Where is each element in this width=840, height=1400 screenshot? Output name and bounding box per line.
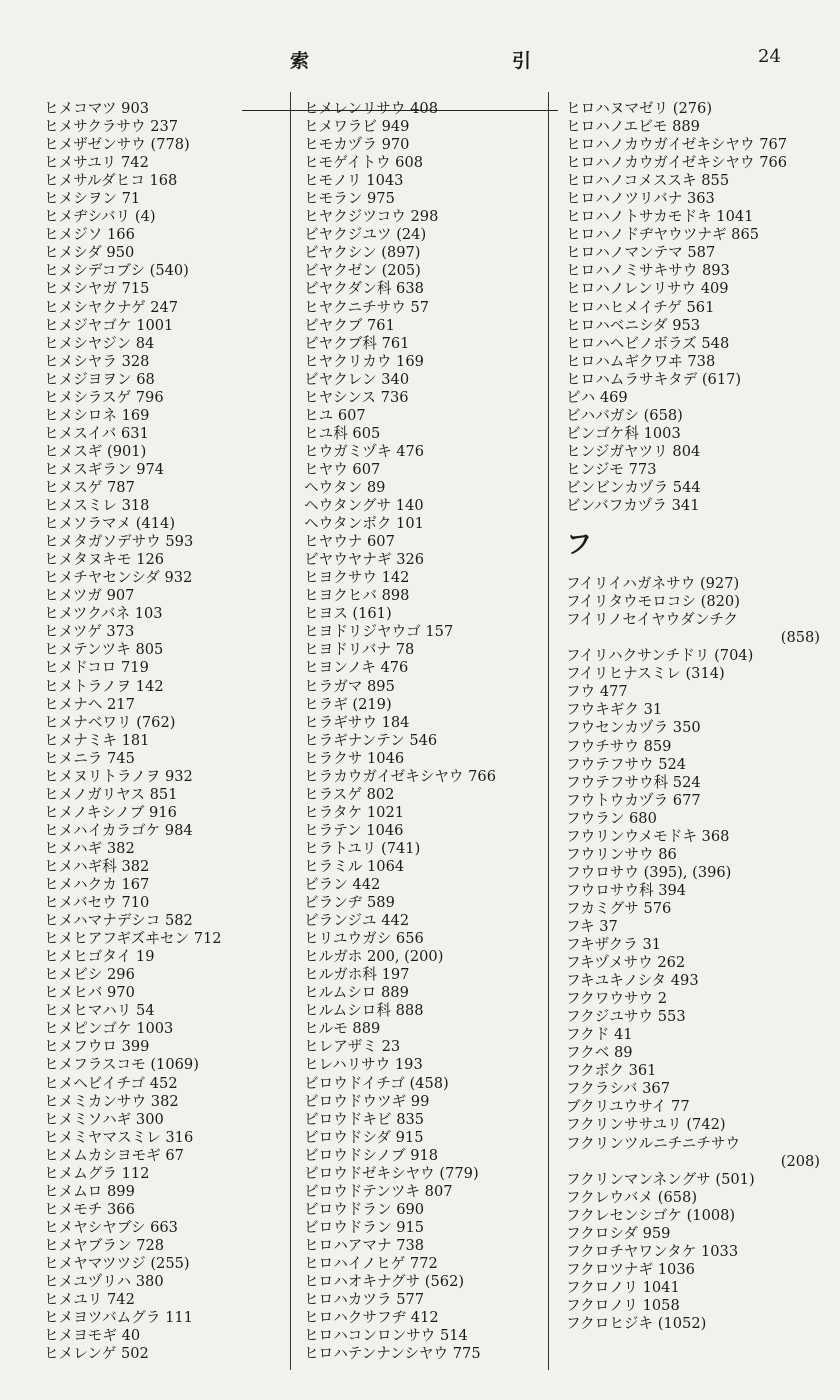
index-entry: ヒロハベニシダ 953 bbox=[566, 316, 701, 334]
index-entry: ビラン 442 bbox=[304, 876, 381, 894]
index-entry: フクリンマンネングサ (501) bbox=[566, 1170, 755, 1188]
index-entry: ヒヤウナ 607 bbox=[304, 533, 395, 551]
index-entry: ヒラガマ 895 bbox=[304, 677, 395, 695]
index-entry: ヒヨクヒバ 898 bbox=[304, 587, 410, 605]
index-entry: ヒメワラビ 949 bbox=[304, 118, 410, 136]
index-entry: ヒメスギ (901) bbox=[44, 442, 147, 460]
index-entry: ヒメタガソデサウ 593 bbox=[44, 533, 194, 551]
index-entry: ビンビンカヅラ 544 bbox=[566, 478, 701, 496]
section-heading-fu: フ bbox=[566, 530, 593, 561]
index-entry: ヒルムシロ科 888 bbox=[304, 1002, 424, 1020]
header-title-right: 引 bbox=[512, 50, 532, 72]
index-entry: ヒメツクバネ 103 bbox=[44, 605, 163, 623]
index-entry: フキザクラ 31 bbox=[566, 936, 662, 954]
index-entry: ヒヤクリカウ 169 bbox=[304, 352, 424, 370]
index-entry: ビランジユ 442 bbox=[304, 912, 410, 930]
index-entry: ヒメジヤゴケ 1001 bbox=[44, 316, 174, 334]
index-entry: ヒメシヤガ 715 bbox=[44, 280, 150, 298]
index-entry: フイリノセイヤウダンチク bbox=[566, 611, 739, 629]
index-entry: ヒメジヨヲン 68 bbox=[44, 370, 155, 388]
index-entry: ビロウドラン 915 bbox=[304, 1218, 425, 1236]
index-entry: フキ 37 bbox=[566, 917, 618, 935]
index-entry: ヒロハヌマゼリ (276) bbox=[566, 100, 713, 117]
index-entry: ヒメシヤラ 328 bbox=[44, 352, 150, 370]
index-entry: ヒロハイノヒゲ 772 bbox=[304, 1255, 438, 1272]
index-entry: フクリンツルニチニチサウ bbox=[566, 1134, 741, 1152]
index-entry: フウトウカヅラ 677 bbox=[566, 791, 701, 809]
index-entry: ヒロハノカウガイゼキシヤウ 766 bbox=[566, 154, 788, 172]
index-entry: ヒメモチ 366 bbox=[44, 1200, 135, 1218]
index-entry: ヒメハイカラゴケ 984 bbox=[44, 821, 193, 839]
index-entry: ビロウドシダ 915 bbox=[304, 1128, 424, 1146]
index-entry: フクレセンシゴケ (1008) bbox=[566, 1206, 736, 1224]
index-entry: フクボク 361 bbox=[566, 1062, 657, 1080]
index-entry: ヒロハノカウガイゼキシヤウ 767 bbox=[566, 136, 788, 154]
index-column-3 bbox=[566, 100, 828, 1333]
index-entry: ヒメシラスゲ 796 bbox=[44, 388, 164, 406]
index-column-2 bbox=[304, 100, 562, 1363]
index-entry: ヒメユリ 742 bbox=[44, 1291, 135, 1309]
index-entry: ヒメドコロ 719 bbox=[44, 659, 149, 677]
index-entry: ビハ 469 bbox=[566, 388, 628, 406]
index-entry: フイリタウモロコシ (820) bbox=[566, 593, 740, 611]
index-entry: ヒメサルダヒコ 168 bbox=[44, 172, 178, 190]
index-entry: ビランヂ 589 bbox=[304, 894, 395, 912]
index-entry: ヒンジモ 773 bbox=[566, 460, 657, 478]
index-entry: ヒメヌリトラノヲ 932 bbox=[44, 767, 193, 785]
index-entry: ビハバガシ (658) bbox=[566, 406, 683, 424]
index-entry: ヒメヤマツツジ (255) bbox=[44, 1255, 190, 1272]
index-entry: ビロウドテンツキ 807 bbox=[304, 1182, 453, 1200]
index-entry: ヒラタケ 1021 bbox=[304, 803, 405, 821]
index-entry: ヒラスゲ 802 bbox=[304, 785, 395, 803]
index-entry: ヒヤクジツコウ 298 bbox=[304, 208, 439, 226]
index-entry: ヒメフウロ 399 bbox=[44, 1038, 150, 1056]
index-entry: ヒウガミヅキ 476 bbox=[304, 442, 425, 460]
index-entry: ビヤクダン科 638 bbox=[304, 280, 424, 298]
index-entry: フイリハクサンチドリ (704) bbox=[566, 647, 754, 665]
index-entry: フクリンササユリ (742) bbox=[566, 1116, 726, 1134]
index-entry: ヒラミル 1064 bbox=[304, 857, 405, 875]
index-entry: ヒメヘビイチゴ 452 bbox=[44, 1074, 178, 1092]
index-entry: ヒメサユリ 742 bbox=[44, 154, 149, 172]
index-entry: ヒメミヤマスミレ 316 bbox=[44, 1128, 194, 1146]
index-entry: ヒメシデコブシ (540) bbox=[44, 262, 189, 280]
index-entry: フウリンウメモドキ 368 bbox=[566, 827, 730, 845]
index-entry: ビヤクブ 761 bbox=[304, 316, 395, 334]
index-entry: ヒルガホ科 197 bbox=[304, 966, 410, 984]
index-entry: ヒラテン 1046 bbox=[304, 821, 404, 839]
index-entry: ヒラギナンテン 546 bbox=[304, 731, 438, 749]
index-entry: ヒラトユリ (741) bbox=[304, 839, 421, 857]
index-entry: ヒメナベワリ (762) bbox=[44, 713, 176, 731]
index-entry: フクラシバ 367 bbox=[566, 1080, 671, 1098]
index-entry: フウセンカヅラ 350 bbox=[566, 719, 701, 737]
index-entry: ヒメノキシノブ 916 bbox=[44, 803, 177, 821]
index-entry: ヒロハクサフヂ 412 bbox=[304, 1309, 439, 1327]
index-column-1 bbox=[44, 100, 302, 1363]
index-entry: ビロウドラン 690 bbox=[304, 1200, 425, 1218]
header-title-left: 索 bbox=[290, 50, 310, 72]
index-entry: ヒユ 607 bbox=[304, 406, 366, 424]
index-entry: ヒメムカシヨモギ 67 bbox=[44, 1146, 184, 1164]
index-entry: フクロツナギ 1036 bbox=[566, 1260, 695, 1278]
index-entry: ヒメピンゴケ 1003 bbox=[44, 1020, 174, 1038]
index-entry: ヒメヒマハリ 54 bbox=[44, 1002, 155, 1020]
index-entry: ヒモゲイトウ 608 bbox=[304, 154, 424, 172]
index-entry: ヒンジガヤツリ 804 bbox=[566, 442, 701, 460]
index-entry: ヒロハオキナグサ (562) bbox=[304, 1273, 465, 1291]
index-entry: フイリヒナスミレ (314) bbox=[566, 665, 725, 683]
index-entry: ヒメスミレ 318 bbox=[44, 497, 150, 515]
index-entry: ヒロハノドヂヤウツナギ 865 bbox=[566, 226, 760, 244]
index-entry: ヒヨクサウ 142 bbox=[304, 569, 410, 587]
index-entry: ヒメツガ 907 bbox=[44, 587, 135, 605]
index-entry: ヒメサクラサウ 237 bbox=[44, 118, 179, 136]
index-entry: ヒメトラノヲ 142 bbox=[44, 677, 164, 695]
page-header bbox=[0, 38, 840, 78]
index-entry: ヒロハアマナ 738 bbox=[304, 1236, 425, 1254]
index-entry: ヒメヂシバリ (4) bbox=[44, 208, 156, 226]
index-entry: ブクリユウサイ 77 bbox=[566, 1098, 690, 1116]
index-entry: ビヤクシン (897) bbox=[304, 244, 421, 262]
index-entry: ヒメヤシヤブシ 663 bbox=[44, 1218, 178, 1236]
index-entry: ビロウドシノブ 918 bbox=[304, 1146, 439, 1164]
index-entry: ヒモノリ 1043 bbox=[304, 172, 404, 190]
index-entry: ビロウドイチゴ (458) bbox=[304, 1074, 449, 1092]
index-entry: フウロサウ (395), (396) bbox=[566, 863, 732, 881]
index-entry: フクド 41 bbox=[566, 1026, 633, 1044]
index-entry: フクロシダ 959 bbox=[566, 1224, 671, 1242]
index-entry: ヒラギサウ 184 bbox=[304, 713, 410, 731]
index-entry: ヒメコマツ 903 bbox=[44, 100, 150, 117]
index-entry: ヒユ科 605 bbox=[304, 424, 381, 442]
index-entry: ヒロハカツラ 577 bbox=[304, 1291, 425, 1309]
index-entry: ヒロハノマンテマ 587 bbox=[566, 244, 716, 262]
index-entry: ビヤクジユツ (24) bbox=[304, 226, 427, 244]
index-entry: ヒメヒゴタイ 19 bbox=[44, 948, 155, 966]
index-entry: ヒロハノエビモ 889 bbox=[566, 118, 700, 136]
index-entry: ビロウドキビ 835 bbox=[304, 1110, 425, 1128]
index-entry: ヒメレンゲ 502 bbox=[44, 1345, 149, 1363]
index-entry: ビンゴケ科 1003 bbox=[566, 424, 681, 442]
index-entry: ヒロハヒメイチゲ 561 bbox=[566, 298, 715, 316]
index-entry: ヒヤクニチサウ 57 bbox=[304, 298, 430, 316]
index-entry: ヒメチヤセンシダ 932 bbox=[44, 569, 193, 587]
index-entry: フイリイハガネサウ (927) bbox=[566, 575, 740, 593]
index-entry: ヒメフラスコモ (1069) bbox=[44, 1056, 199, 1074]
index-entry: ヒヨンノキ 476 bbox=[304, 659, 409, 677]
index-entry: ヒメヒアフギズヰセン 712 bbox=[44, 930, 222, 948]
index-entry: ヒメバセウ 710 bbox=[44, 894, 150, 912]
index-entry: フクレウバメ (658) bbox=[566, 1188, 698, 1206]
index-entry: ビヤクレン 340 bbox=[304, 370, 410, 388]
index-entry: ヒモラン 975 bbox=[304, 190, 395, 208]
index-entry: ヒロハコンロンサウ 514 bbox=[304, 1327, 468, 1345]
index-entry: フキヅメサウ 262 bbox=[566, 954, 686, 972]
index-entry: ヒメソラマメ (414) bbox=[44, 515, 176, 533]
index-entry: フウ 477 bbox=[566, 683, 628, 701]
index-entry: ヒメビシ 296 bbox=[44, 966, 135, 984]
index-entry: フウチサウ 859 bbox=[566, 737, 672, 755]
index-entry: ヒヨドリバナ 78 bbox=[304, 641, 415, 659]
index-entry: ヒメハギ 382 bbox=[44, 839, 135, 857]
index-entry: ビロウドゼキシヤウ (779) bbox=[304, 1164, 479, 1182]
index-entry: ヒレハリサウ 193 bbox=[304, 1056, 423, 1074]
index-entry: ヒロハノツリバナ 363 bbox=[566, 190, 715, 208]
index-entry: ヒメムグラ 112 bbox=[44, 1164, 150, 1182]
index-entry: ヒロハノコメススキ 855 bbox=[566, 172, 730, 190]
index-entry: ヒロハムラサキタデ (617) bbox=[566, 370, 742, 388]
index-entry: フクロヒジキ (1052) bbox=[566, 1315, 707, 1332]
index-entry: フウロサウ科 394 bbox=[566, 881, 687, 899]
index-entry: ヒラクサ 1046 bbox=[304, 749, 405, 767]
index-entry: ヒヤシンス 736 bbox=[304, 388, 409, 406]
index-entry: ヒメヤブラン 728 bbox=[44, 1236, 165, 1254]
index-entry: ビンバフカヅラ 341 bbox=[566, 497, 700, 515]
index-entry-continuation: (858) bbox=[780, 629, 820, 647]
index-entry: ヒルモ 889 bbox=[304, 1020, 381, 1038]
index-entry: ヒメハクカ 167 bbox=[44, 876, 150, 894]
index-entry: ヒヨス (161) bbox=[304, 605, 392, 623]
index-entry: ヒメミカンサウ 382 bbox=[44, 1092, 179, 1110]
index-entry: ヒメシダ 950 bbox=[44, 244, 135, 262]
index-entry: ヘウタングサ 140 bbox=[304, 497, 424, 515]
index-entry: ヒメミソハギ 300 bbox=[44, 1110, 164, 1128]
index-entry: ヒメシロネ 169 bbox=[44, 406, 150, 424]
index-entry: ヒメジソ 166 bbox=[44, 226, 135, 244]
index-entry: ヒヤウ 607 bbox=[304, 460, 381, 478]
index-entry: フウテフサウ 524 bbox=[566, 755, 687, 773]
index-entry: フクジユサウ 553 bbox=[566, 1008, 686, 1026]
index-entry: ヒメスイバ 631 bbox=[44, 424, 149, 442]
index-entry: ヒメシヲン 71 bbox=[44, 190, 141, 208]
index-entry: ヒロハノレンリサウ 409 bbox=[566, 280, 729, 298]
index-entry: ヒメヒバ 970 bbox=[44, 984, 135, 1002]
index-entry: フウキギク 31 bbox=[566, 701, 663, 719]
index-entry: ビヤクゼン (205) bbox=[304, 262, 421, 280]
index-entry: フクロノリ 1041 bbox=[566, 1278, 680, 1296]
index-entry: ヒメムロ 899 bbox=[44, 1182, 135, 1200]
index-entry: ヒメハギ科 382 bbox=[44, 857, 150, 875]
index-entry: ヘウタン 89 bbox=[304, 478, 386, 496]
index-entry: ヒメタヌキモ 126 bbox=[44, 551, 165, 569]
index-entry: ヒヨドリジヤウゴ 157 bbox=[304, 623, 454, 641]
index-entry: ヘウタンボク 101 bbox=[304, 515, 424, 533]
index-entry: ヒメツゲ 373 bbox=[44, 623, 135, 641]
index-entry: ヒモカヅラ 970 bbox=[304, 136, 410, 154]
index-entry: ヒメナヘ 217 bbox=[44, 695, 135, 713]
index-entry: ヒメレンリサウ 408 bbox=[304, 100, 438, 117]
index-entry: ヒメテンツキ 805 bbox=[44, 641, 164, 659]
index-entry: ヒメヨモギ 40 bbox=[44, 1327, 141, 1345]
index-entry: ヒメニラ 745 bbox=[44, 749, 135, 767]
index-entry: フカミグサ 576 bbox=[566, 899, 672, 917]
index-entry: ヒラカウガイゼキシヤウ 766 bbox=[304, 767, 497, 785]
index-entry: ヒロハヘビノボラズ 548 bbox=[566, 334, 730, 352]
index-entry: フクロチヤワンタケ 1033 bbox=[566, 1242, 739, 1260]
page-number: 24 bbox=[758, 46, 781, 67]
index-entry: ビヤウヤナギ 326 bbox=[304, 551, 425, 569]
index-entry-continuation: (208) bbox=[780, 1152, 820, 1170]
index-entry: ヒメスギラン 974 bbox=[44, 460, 165, 478]
index-entry: ヒメシヤクナゲ 247 bbox=[44, 298, 179, 316]
index-entry: ヒロハノトサカモドキ 1041 bbox=[566, 208, 754, 226]
index-entry: ヒリユウガシ 656 bbox=[304, 930, 424, 948]
index-entry: ヒレアザミ 23 bbox=[304, 1038, 401, 1056]
index-entry: ヒルガホ 200, (200) bbox=[304, 948, 444, 966]
index-entry: ビヤクブ科 761 bbox=[304, 334, 410, 352]
index-entry: フクワウサウ 2 bbox=[566, 990, 668, 1008]
index-entry: ヒラギ (219) bbox=[304, 695, 392, 713]
index-entry: ヒロハムギクワヰ 738 bbox=[566, 352, 716, 370]
index-entry: ヒメノガリヤス 851 bbox=[44, 785, 178, 803]
index-entry: ヒロハノミサキサウ 893 bbox=[566, 262, 730, 280]
index-entry: ヒメハマナデシコ 582 bbox=[44, 912, 193, 930]
index-entry: ヒメザゼンサウ (778) bbox=[44, 136, 190, 154]
index-entry: ヒメヨツバムグラ 111 bbox=[44, 1309, 193, 1327]
index-entry: ヒメナミキ 181 bbox=[44, 731, 150, 749]
index-entry: フクロノリ 1058 bbox=[566, 1296, 680, 1314]
index-entry: フウテフサウ科 524 bbox=[566, 773, 701, 791]
index-entry: ヒメユヅリハ 380 bbox=[44, 1273, 164, 1291]
index-entry: ヒメシヤジン 84 bbox=[44, 334, 155, 352]
index-entry: ヒルムシロ 889 bbox=[304, 984, 409, 1002]
index-entry: フキユキノシタ 493 bbox=[566, 972, 699, 990]
index-entry: フクベ 89 bbox=[566, 1044, 633, 1062]
index-entry: ヒメスゲ 787 bbox=[44, 478, 135, 496]
index-entry: フウリンサウ 86 bbox=[566, 845, 677, 863]
index-entry: ヒロハテンナンシヤウ 775 bbox=[304, 1345, 481, 1363]
index-entry: ビロウドウツギ 99 bbox=[304, 1092, 430, 1110]
index-entry: フウラン 680 bbox=[566, 809, 657, 827]
